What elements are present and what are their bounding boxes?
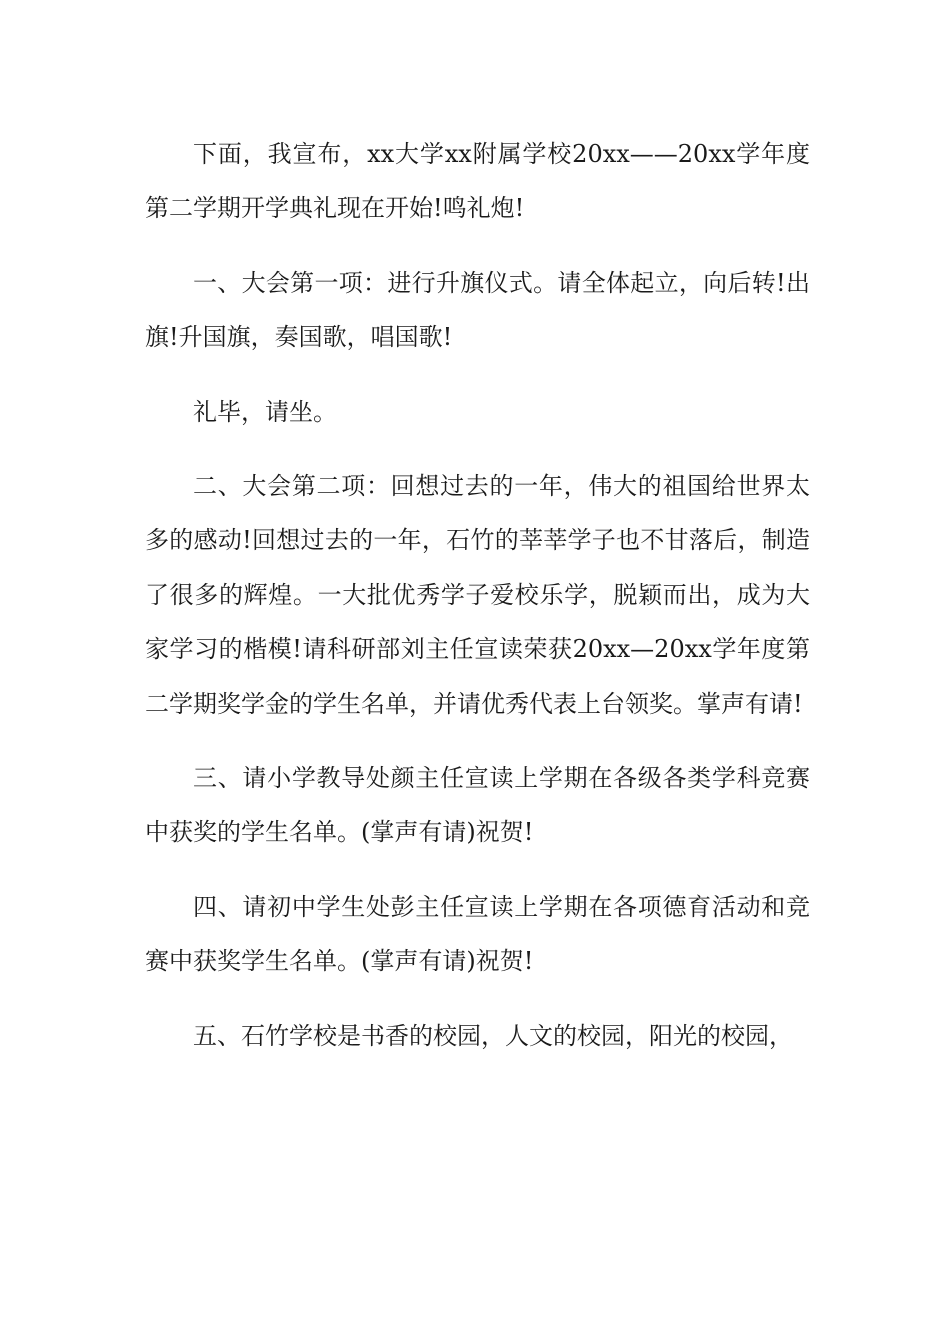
- document-body: [145, 127, 810, 1063]
- paragraph-opening: 下面，我宣布，xx大学xx附属学校20xx——20xx学年度第二学期开学典礼现在开始!鸣礼炮!: [145, 140, 810, 223]
- paragraph-item-5: 五、石竹学校是书香的校园，人文的校园，阳光的校园，: [193, 1021, 793, 1050]
- paragraph-ritual-end: 礼毕，请坐。: [193, 397, 337, 426]
- paragraph-item-1: 一、大会第一项：进行升旗仪式。请全体起立，向后转!出旗!升国旗，奏国歌，唱国歌!: [145, 268, 810, 352]
- paragraph-item-3: 三、请小学教导处颜主任宣读上学期在各级各类学科竞赛中获奖的学生名单。(掌声有请)祝贺!: [145, 764, 810, 847]
- paragraph-item-2: 二、大会第二项：回想过去的一年，伟大的祖国给世界太多的感动!回想过去的一年，石竹的莘莘学子也不甘落后，制造了很多的辉煌。一大批优秀学子爱校乐学，脱颖而出，成为大家学习的楷模!请科研部刘主任宣读荣获20xx—20xx学年度第二学期奖学金的学生名单，并请优秀代表上台领奖。掌声有请!: [145, 472, 810, 718]
- paragraph-item-4: 四、请初中学生处彭主任宣读上学期在各项德育活动和竞赛中获奖学生名单。(掌声有请)祝贺!: [145, 892, 810, 976]
